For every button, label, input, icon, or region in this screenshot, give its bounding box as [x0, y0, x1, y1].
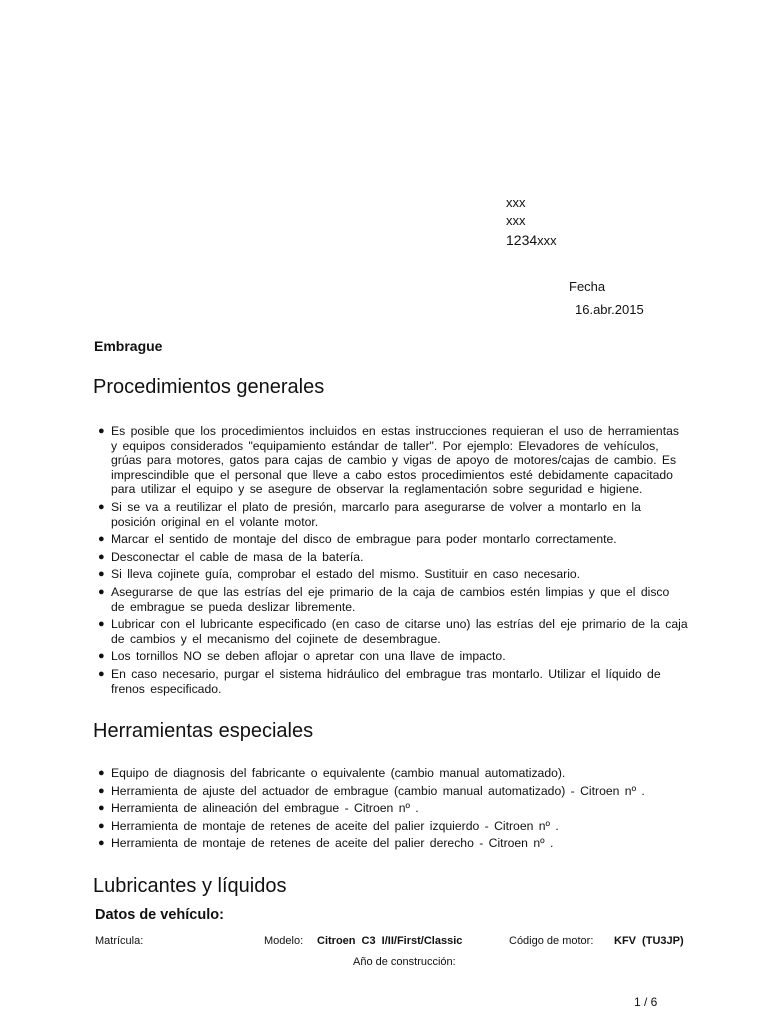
bullet-icon: ● — [98, 767, 105, 779]
procedures-item-text: En caso necesario, purgar el sistema hidráulico del embrague tras montarlo. Utilizar el líquido de frenos especificado. — [111, 666, 661, 696]
tools-item — [98, 766, 688, 781]
address-line-3 — [506, 231, 557, 250]
procedures-item-text: Marcar el sentido de montaje del disco de embrague para poder montarlo correctamente. — [111, 532, 617, 547]
procedures-item — [98, 585, 688, 614]
procedures-item-text: Es posible que los procedimientos incluidos en estas instrucciones requieran el uso de herramientas y equipos considerados "equipamiento estándar de taller". Por ejemplo: Elevadores de vehículos, grúas para motores, gatos para cajas de cambio y vigas de apoyo de motores/cajas de cambio. Es imprescindible que el personal que lleve a cabo estos procedimientos esté debidamente capacitado para utilizar el equipo y se asegure de observar la reglamentación sobre seguridad e higiene. — [111, 424, 679, 497]
address-line-2: xxx — [506, 213, 526, 228]
bullet-icon: ● — [98, 550, 105, 563]
address-number: 1234 — [506, 232, 538, 248]
tools-list — [98, 766, 688, 854]
plate-label: Matrícula: — [95, 935, 144, 947]
procedures-heading: Procedimientos generales — [93, 376, 325, 398]
tools-item-text: Equipo de diagnosis del fabricante o equivalente (cambio manual automatizado). — [111, 766, 566, 780]
bullet-icon: ● — [98, 784, 105, 797]
tools-item-text: Herramienta de ajuste del actuador de embrague (cambio manual automatizado) - Citroen nº . — [111, 783, 645, 798]
procedures-item — [98, 550, 688, 565]
year-label: Año de construcción: — [353, 956, 456, 968]
bullet-icon: ● — [98, 568, 105, 581]
tools-item — [98, 819, 688, 834]
procedures-item — [98, 567, 688, 582]
bullet-icon: ● — [98, 585, 105, 598]
bullet-icon: ● — [98, 819, 105, 832]
address-suffix: xxx — [537, 233, 557, 248]
model-label: Modelo: — [264, 935, 304, 947]
vehicle-data-title: Datos de vehículo: — [95, 907, 224, 923]
tools-item-text: Herramienta de montaje de retenes de aceite del palier derecho - Citroen nº . — [111, 836, 554, 851]
tools-item-text: Herramienta de montaje de retenes de aceite del palier izquierdo - Citroen nº . — [111, 818, 559, 833]
procedures-item — [98, 424, 688, 497]
tools-item — [98, 784, 688, 799]
procedures-item-text: Si se va a reutilizar el plato de presión, marcarlo para asegurarse de volver a montarlo en la posición original en el volante motor. — [111, 499, 641, 529]
procedures-item — [98, 500, 688, 529]
tools-item — [98, 836, 688, 851]
bullet-icon: ● — [98, 500, 105, 513]
bullet-icon: ● — [98, 533, 105, 546]
bullet-icon: ● — [98, 802, 105, 815]
page-number: 1 / 6 — [634, 995, 658, 1009]
section-label: Embrague — [94, 338, 163, 354]
date-label: Fecha — [569, 279, 606, 294]
date-value: 16.abr.2015 — [575, 302, 644, 317]
procedures-item — [98, 649, 688, 664]
bullet-icon: ● — [98, 618, 105, 631]
address-line-1: xxx — [506, 195, 526, 210]
procedures-item — [98, 532, 688, 547]
bullet-icon: ● — [98, 667, 105, 680]
bullet-icon: ● — [98, 425, 105, 437]
tools-heading: Herramientas especiales — [93, 720, 314, 742]
lubricants-heading: Lubricantes y líquidos — [93, 875, 287, 897]
engine-code-value: KFV (TU3JP) — [614, 935, 684, 947]
bullet-icon: ● — [98, 837, 105, 850]
procedures-item-text: Los tornillos NO se deben aflojar o apretar con una llave de impacto. — [111, 649, 506, 664]
engine-code-label: Código de motor: — [509, 935, 594, 947]
procedures-item-text: Si lleva cojinete guía, comprobar el estado del mismo. Sustituir en caso necesario. — [111, 567, 581, 582]
procedures-item — [98, 667, 688, 696]
bullet-icon: ● — [98, 650, 105, 663]
tools-item-text: Herramienta de alineación del embrague - Citroen nº . — [111, 801, 419, 816]
procedures-list — [98, 424, 688, 699]
procedures-item — [98, 617, 688, 646]
procedures-item-text: Desconectar el cable de masa de la batería. — [111, 549, 364, 564]
model-value: Citroen C3 I/II/First/Classic — [317, 935, 463, 947]
tools-item — [98, 801, 688, 816]
procedures-item-text: Asegurarse de que las estrías del eje primario de la caja de cambios estén limpias y que el disco de embrague se pueda deslizar libremente. — [111, 584, 670, 614]
procedures-item-text: Lubricar con el lubricante especificado (en caso de citarse uno) las estrías del eje primario de la caja de cambios y el mecanismo del cojinete de desembrague. — [111, 617, 688, 646]
